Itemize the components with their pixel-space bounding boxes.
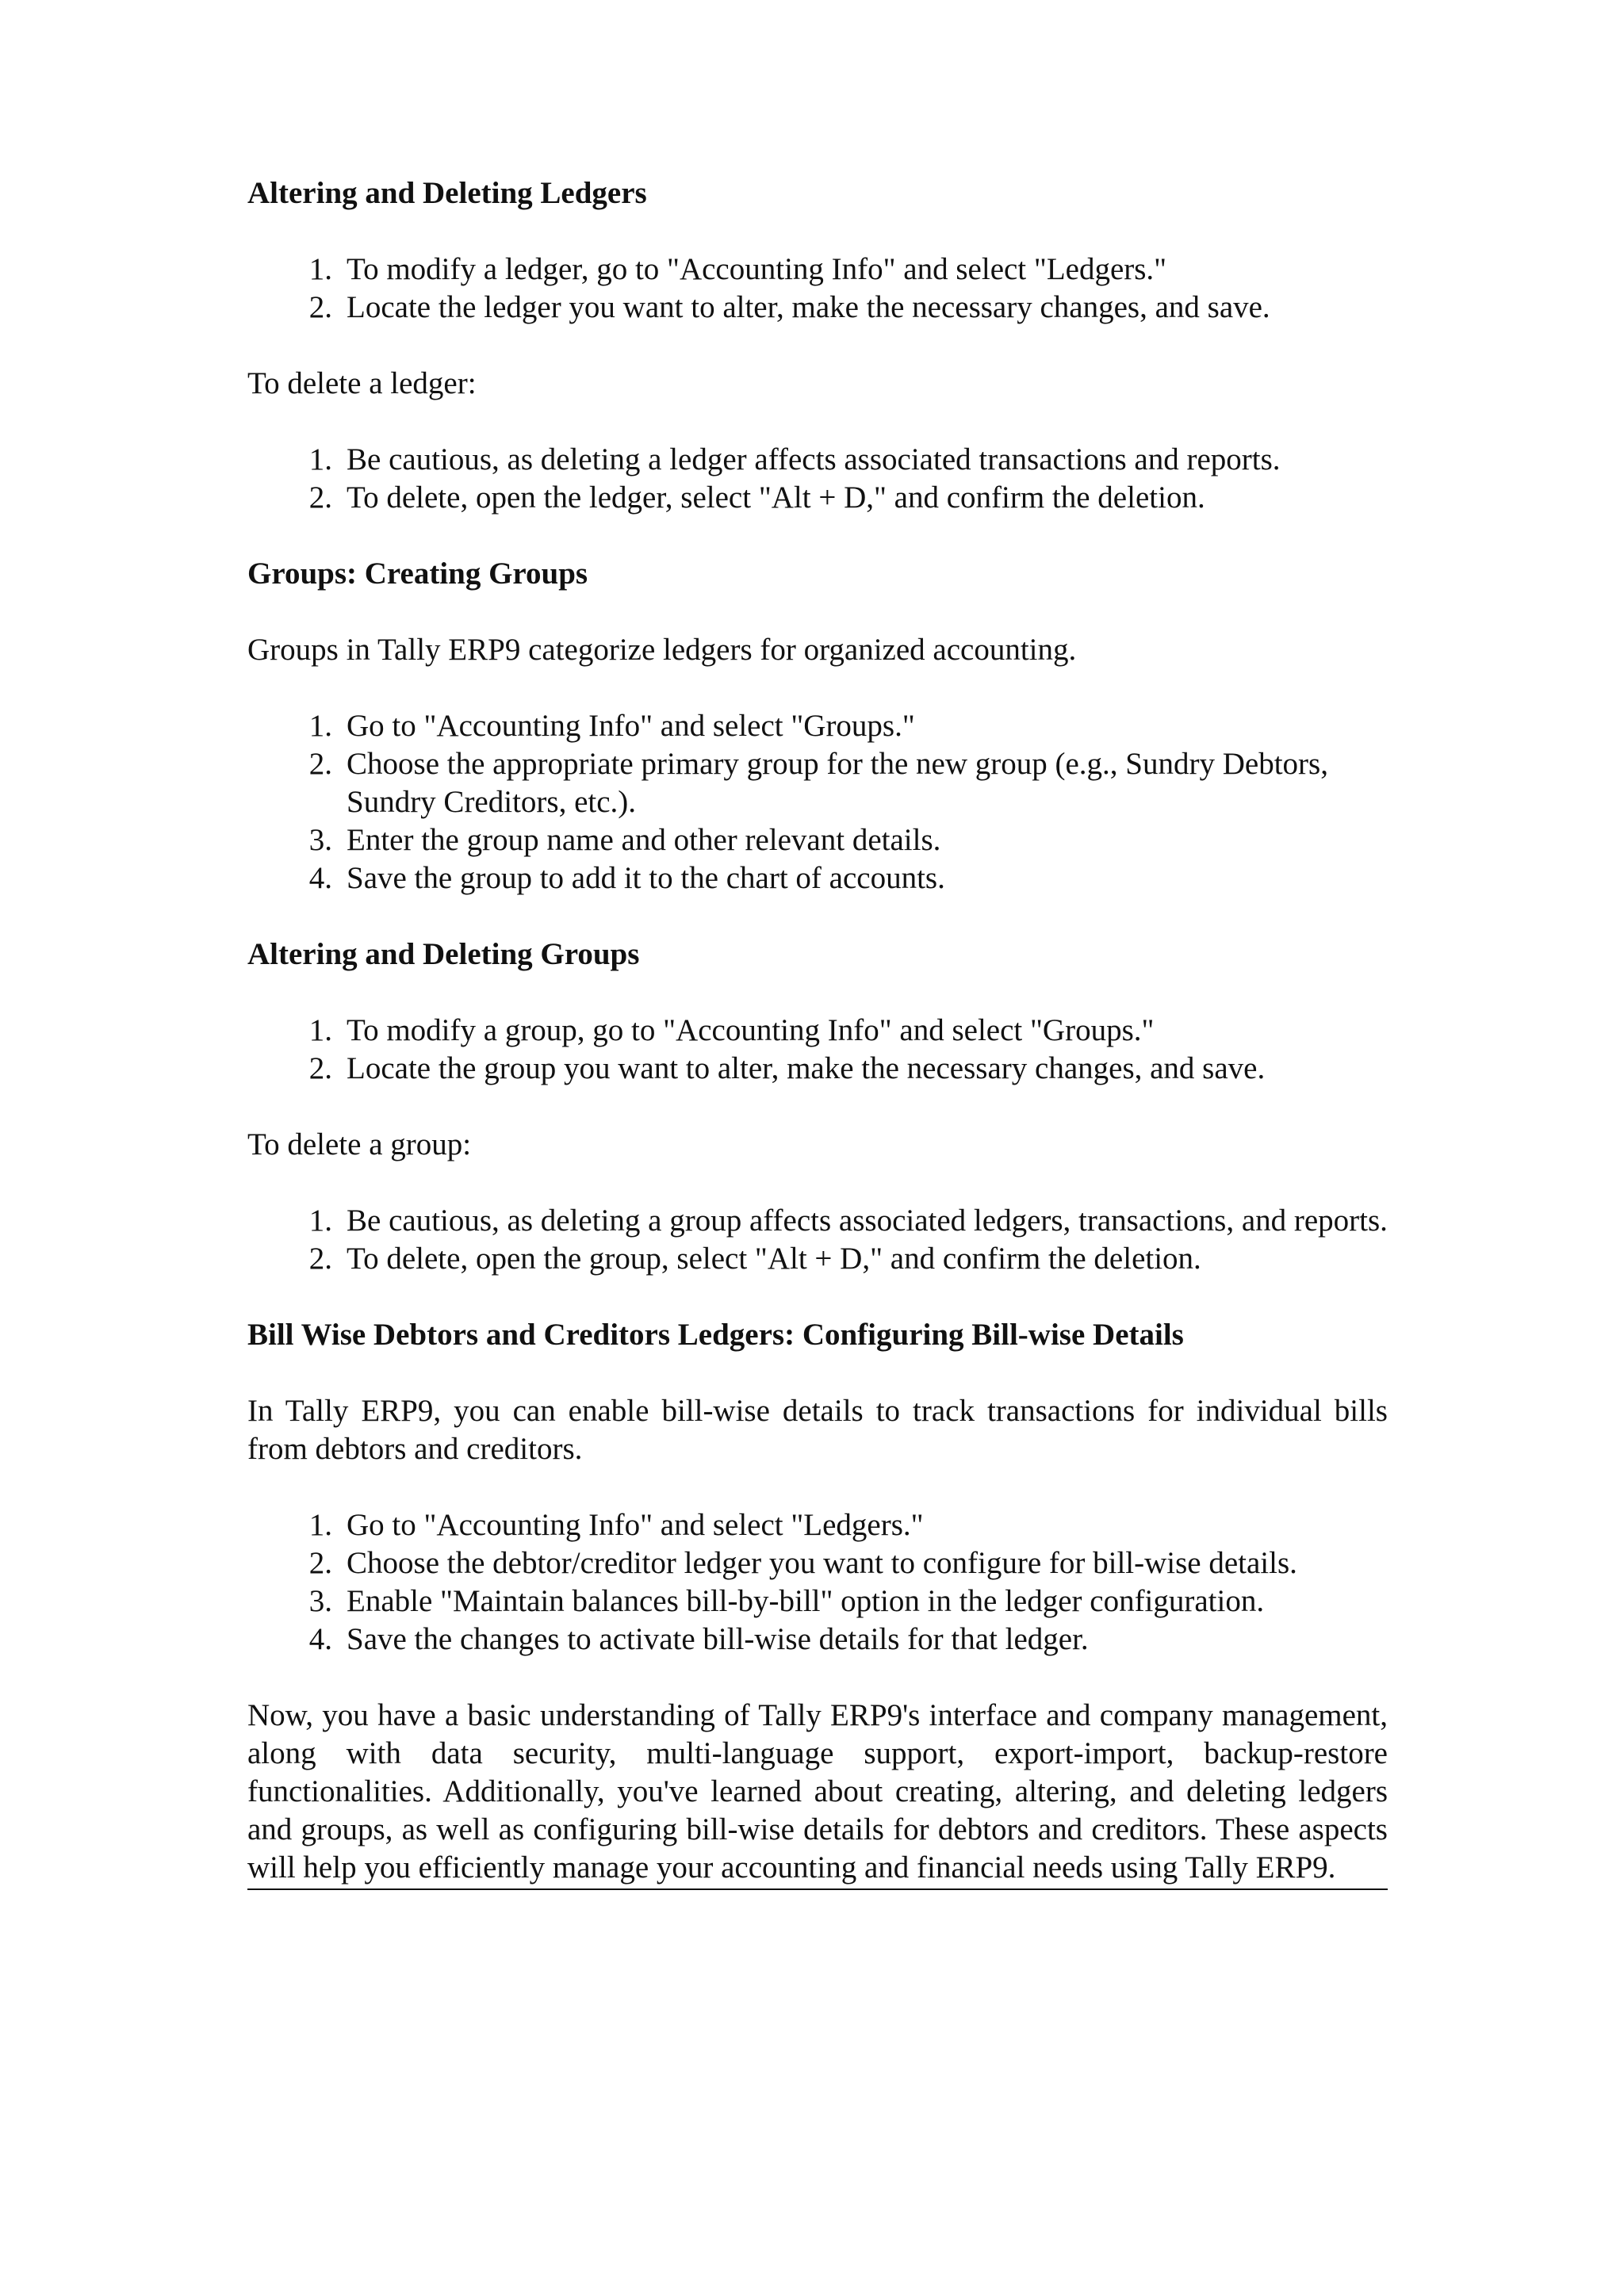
list-number: 1.: [308, 1508, 332, 1542]
list-item: [247, 1012, 1388, 1050]
section-heading-groups-alter: Altering and Deleting Groups: [247, 937, 640, 971]
ledger-alter-steps: [247, 251, 1388, 327]
list-text: To delete, open the ledger, select "Alt + D," and confirm the deletion.: [347, 480, 1205, 515]
list-item: [247, 707, 1388, 745]
list-number: 1.: [308, 442, 332, 476]
list-item: [247, 745, 1388, 821]
list-number: 1.: [308, 1013, 332, 1047]
list-item: [247, 1506, 1388, 1544]
list-number: 2.: [308, 1242, 332, 1276]
list-item: [247, 859, 1388, 897]
group-delete-intro: To delete a group:: [247, 1127, 472, 1161]
list-number: 1.: [308, 1203, 332, 1238]
list-item: [247, 479, 1388, 517]
list-number: 2.: [308, 1051, 332, 1085]
list-number: 1.: [308, 709, 332, 743]
group-create-steps: [247, 707, 1388, 897]
list-text: Go to "Accounting Info" and select "Groups.": [347, 709, 915, 743]
closing-paragraph: Now, you have a basic understanding of Tally ERP9's interface and company management, along with data security, multi-language support, export-import, backup-restore functionalities. Additionally, you've learned about creating, altering, and deleting ledgers and groups, as well as configuring bill-wise details for debtors and creditors. These aspects will help you efficiently manage your accounting and financial needs using Tally ERP9.: [247, 1698, 1388, 1885]
ledger-delete-steps: [247, 441, 1388, 517]
list-text: Be cautious, as deleting a group affects associated ledgers, transactions, and reports.: [347, 1203, 1388, 1238]
section-heading-billwise: Bill Wise Debtors and Creditors Ledgers: Configuring Bill-wise Details: [247, 1318, 1184, 1352]
billwise-steps: [247, 1506, 1388, 1659]
list-number: 2.: [308, 290, 332, 324]
list-number: 1.: [308, 252, 332, 286]
list-number: 3.: [308, 1584, 332, 1618]
list-text: To modify a ledger, go to "Accounting Info" and select "Ledgers.": [347, 252, 1167, 286]
list-text: To delete, open the group, select "Alt + D," and confirm the deletion.: [347, 1242, 1201, 1276]
group-delete-steps: [247, 1202, 1388, 1278]
list-item: [247, 251, 1388, 289]
ledger-delete-intro: To delete a ledger:: [247, 366, 477, 400]
list-number: 4.: [308, 1622, 332, 1656]
list-text: Locate the ledger you want to alter, make the necessary changes, and save.: [347, 290, 1270, 324]
list-number: 2.: [308, 747, 332, 781]
list-text: Enable "Maintain balances bill-by-bill" option in the ledger configuration.: [347, 1584, 1265, 1618]
list-text: Save the group to add it to the chart of accounts.: [347, 861, 945, 895]
group-alter-steps: [247, 1012, 1388, 1088]
list-number: 3.: [308, 823, 332, 857]
list-text: Go to "Accounting Info" and select "Ledgers.": [347, 1508, 924, 1542]
list-text: Locate the group you want to alter, make the necessary changes, and save.: [347, 1051, 1266, 1085]
list-item: [247, 1544, 1388, 1582]
list-number: 2.: [308, 1546, 332, 1580]
list-text: To modify a group, go to "Accounting Info" and select "Groups.": [347, 1013, 1155, 1047]
section-heading-groups-create: Groups: Creating Groups: [247, 557, 588, 591]
closing-underline-rule: [247, 1888, 1388, 1890]
section-heading-ledgers-alter: Altering and Deleting Ledgers: [247, 176, 647, 210]
document-page: [247, 174, 1388, 1890]
list-item: [247, 1202, 1388, 1240]
list-text: Be cautious, as deleting a ledger affects associated transactions and reports.: [347, 442, 1281, 476]
list-item: [247, 821, 1388, 859]
list-text: Choose the debtor/creditor ledger you want to configure for bill-wise details.: [347, 1546, 1297, 1580]
list-item: [247, 1050, 1388, 1088]
list-item: [247, 1240, 1388, 1278]
list-number: 2.: [308, 480, 332, 515]
billwise-intro: In Tally ERP9, you can enable bill-wise details to track transactions for individual bills from debtors and creditors.: [247, 1394, 1388, 1466]
list-number: 4.: [308, 861, 332, 895]
list-text: Enter the group name and other relevant details.: [347, 823, 941, 857]
list-item: [247, 1621, 1388, 1659]
groups-intro: Groups in Tally ERP9 categorize ledgers for organized accounting.: [247, 633, 1077, 667]
list-item: [247, 289, 1388, 327]
list-text: Choose the appropriate primary group for the new group (e.g., Sundry Debtors, Sundry Creditors, etc.).: [347, 747, 1328, 819]
list-item: [247, 441, 1388, 479]
list-item: [247, 1582, 1388, 1621]
list-text: Save the changes to activate bill-wise details for that ledger.: [347, 1622, 1089, 1656]
